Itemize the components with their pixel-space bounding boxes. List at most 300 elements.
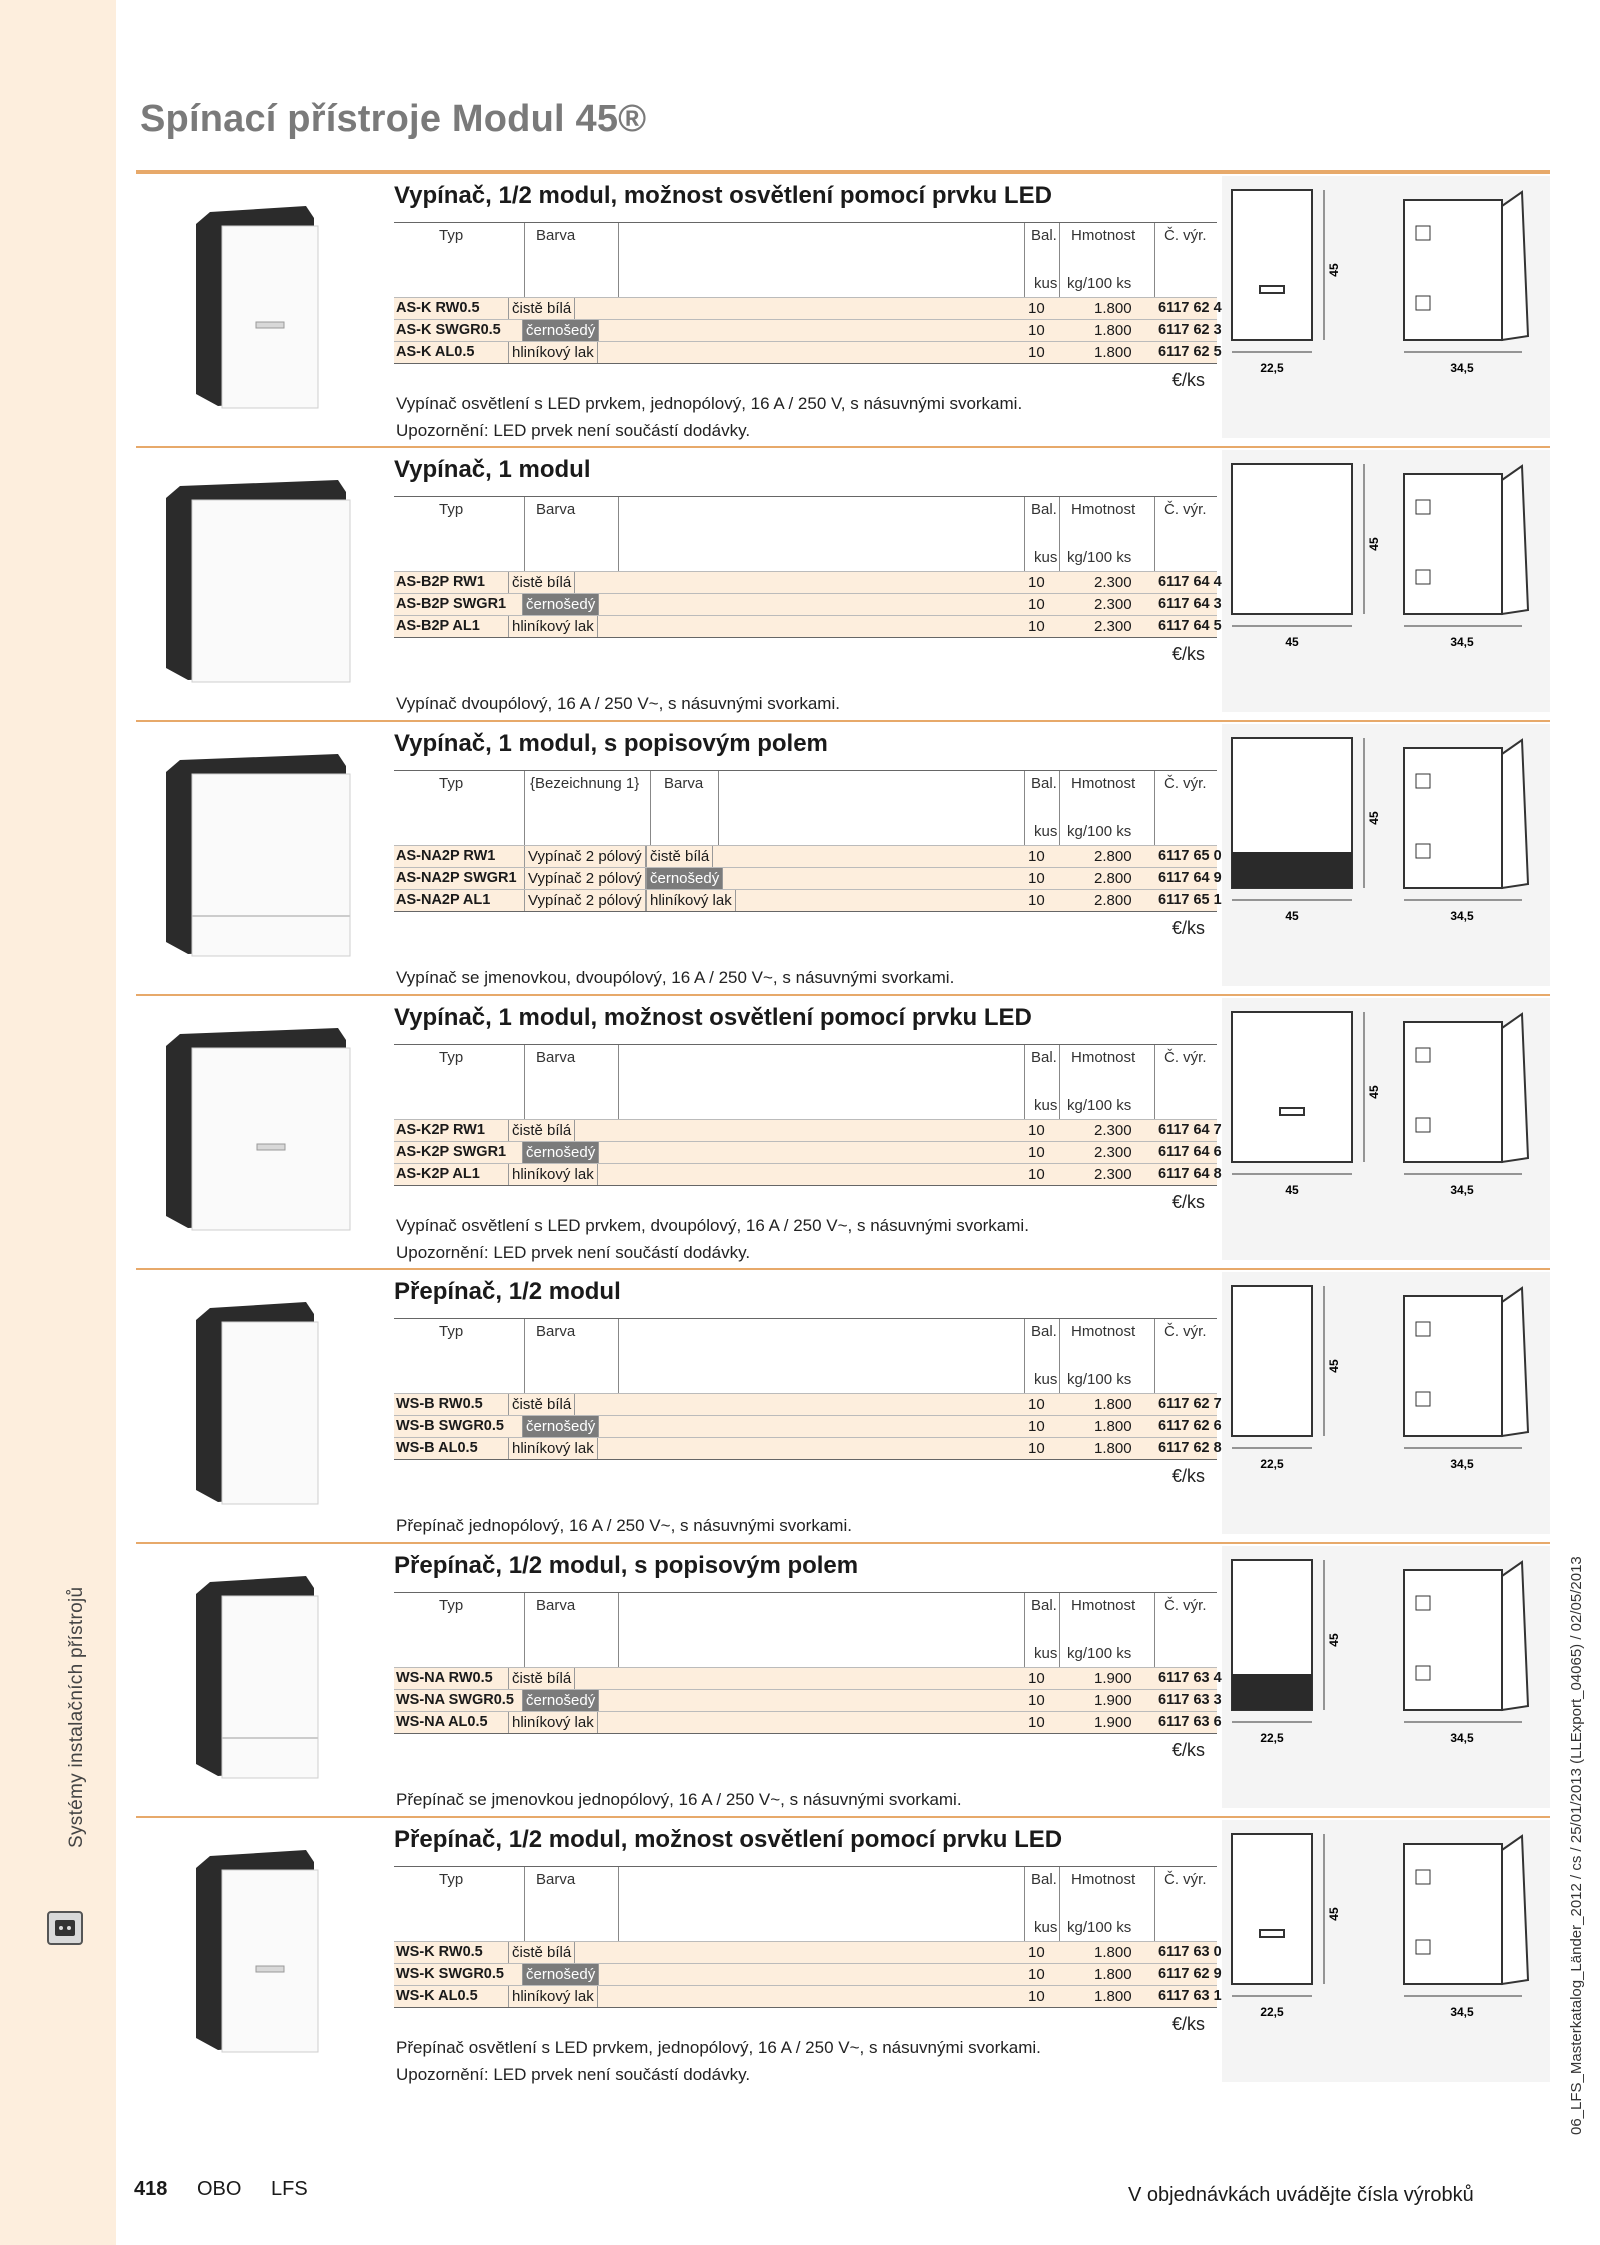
table-row (394, 1415, 1222, 1437)
cell-barva: hliníkový lak (508, 616, 598, 637)
header-hmotnost: Hmotnost (1071, 501, 1136, 518)
cell-typ: WS-NA AL0.5 (396, 1714, 488, 1730)
header-unit-kus: kus (1034, 1919, 1058, 1936)
description-line: Vypínač osvětlení s LED prvkem, jednopólový, 16 A / 250 V, s násuvnými svorkami. (396, 394, 1023, 413)
cell-cislo: 6117 62 7 (1158, 1396, 1222, 1412)
column-divider (1059, 1319, 1060, 1393)
description-line: Přepínač osvětlení s LED prvkem, jednopólový, 16 A / 250 V~, s násuvnými svorkami. (396, 2038, 1041, 2057)
cell-bal: 10 (1028, 848, 1045, 865)
table-row (394, 1985, 1222, 2007)
column-divider (1154, 771, 1155, 845)
header-unit-kg: kg/100 ks (1067, 823, 1132, 840)
cell-barva: hliníkový lak (646, 890, 736, 911)
cell-cislo: 6117 63 0 (1158, 1944, 1222, 1960)
cell-bal: 10 (1028, 1418, 1045, 1435)
section-description (396, 1786, 962, 1813)
header-barva: Barva (664, 775, 704, 792)
column-divider (1024, 1319, 1025, 1393)
cell-hmotnost: 2.300 (1094, 618, 1132, 635)
column-divider (1024, 1045, 1025, 1119)
cell-barva: černošedý (522, 1690, 599, 1711)
cell-barva: čistě bílá (646, 846, 713, 867)
table-row (394, 1963, 1222, 1985)
header-hmotnost: Hmotnost (1071, 227, 1136, 244)
header-typ: Typ (439, 1871, 464, 1888)
column-divider (618, 497, 619, 571)
cell-barva: čistě bílá (508, 572, 575, 593)
column-divider (1154, 1867, 1155, 1941)
product-table (394, 1044, 1222, 1186)
cell-bal: 10 (1028, 618, 1045, 635)
product-photo (136, 1268, 396, 1540)
vertical-reference: 06_LFS_Masterkatalog_Länder_2012 / cs / 25/01/2013 (LLExport_04065) / 02/05/2013 (1568, 1556, 1585, 2135)
product-table (394, 1318, 1222, 1460)
product-table (394, 496, 1222, 638)
cell-barva: čistě bílá (508, 1120, 575, 1141)
description-line: Přepínač jednopólový, 16 A / 250 V~, s násuvnými svorkami. (396, 1516, 852, 1535)
header-cislo: Č. výr. (1164, 775, 1207, 792)
dimension-drawing (1222, 724, 1550, 986)
column-divider (1059, 497, 1060, 571)
cell-typ: WS-NA SWGR0.5 (396, 1692, 514, 1708)
cell-bal: 10 (1028, 1988, 1045, 2005)
cell-typ: AS-K2P RW1 (396, 1122, 485, 1138)
cell-typ: AS-B2P RW1 (396, 574, 485, 590)
header-cislo: Č. výr. (1164, 1049, 1207, 1066)
cell-typ: AS-NA2P RW1 (396, 848, 496, 864)
table-row (394, 1119, 1222, 1141)
column-divider (1024, 497, 1025, 571)
header-unit-kg: kg/100 ks (1067, 549, 1132, 566)
cell-hmotnost: 2.800 (1094, 848, 1132, 865)
header-bal: Bal. (1031, 501, 1057, 518)
price-unit: €/ks (1172, 1466, 1206, 1486)
product-section (136, 720, 1550, 992)
dim-width: 45 (1285, 909, 1299, 923)
cell-barva: černošedý (522, 1416, 599, 1437)
column-divider (1059, 1593, 1060, 1667)
description-line: Přepínač se jmenovkou jednopólový, 16 A / 250 V~, s násuvnými svorkami. (396, 1790, 962, 1809)
cell-cislo: 6117 63 4 (1158, 1670, 1222, 1686)
dim-depth: 34,5 (1450, 1183, 1474, 1197)
header-bal: Bal. (1031, 1323, 1057, 1340)
cell-bal: 10 (1028, 322, 1045, 339)
cell-bal: 10 (1028, 1944, 1045, 1961)
dim-height: 45 (1327, 1633, 1341, 1647)
product-photo (136, 1542, 396, 1814)
description-line: Upozornění: LED prvek není součástí dodávky. (396, 421, 751, 440)
page-title: Spínací přístroje Modul 45® (140, 98, 647, 140)
section-description (396, 1212, 1029, 1266)
table-row (394, 867, 1222, 889)
cell-bal: 10 (1028, 892, 1045, 909)
table-bottom-rule (394, 2007, 1217, 2008)
cell-cislo: 6117 64 3 (1158, 596, 1222, 612)
section-code: LFS (271, 2178, 308, 2200)
table-bottom-rule (394, 1459, 1217, 1460)
header-barva: Barva (536, 1323, 576, 1340)
section-title: Vypínač, 1 modul, možnost osvětlení pomocí prvku LED (394, 1004, 1032, 1031)
section-title: Vypínač, 1 modul (394, 456, 591, 483)
dim-width: 45 (1285, 1183, 1299, 1197)
header-bal: Bal. (1031, 1049, 1057, 1066)
cell-typ: WS-K AL0.5 (396, 1988, 478, 2004)
section-description (396, 2034, 1041, 2088)
table-header (394, 496, 1217, 571)
cell-hmotnost: 1.800 (1094, 1440, 1132, 1457)
product-table (394, 770, 1222, 912)
price-unit: €/ks (1172, 2014, 1206, 2034)
cell-typ: AS-K SWGR0.5 (396, 322, 501, 338)
header-unit-kus: kus (1034, 549, 1058, 566)
header-bal: Bal. (1031, 227, 1057, 244)
price-unit: €/ks (1172, 644, 1206, 664)
column-divider (618, 1593, 619, 1667)
dim-depth: 34,5 (1450, 635, 1474, 649)
cell-bal: 10 (1028, 574, 1045, 591)
cell-bal: 10 (1028, 1966, 1045, 1983)
cell-hmotnost: 1.800 (1094, 1966, 1132, 1983)
header-barva: Barva (536, 1049, 576, 1066)
column-divider (524, 497, 525, 571)
table-row (394, 571, 1222, 593)
product-photo (136, 720, 396, 992)
socket-icon (46, 1908, 86, 1948)
dim-height: 45 (1327, 263, 1341, 277)
header-cislo: Č. výr. (1164, 1597, 1207, 1614)
column-divider (1059, 223, 1060, 297)
price-unit: €/ks (1172, 1192, 1206, 1212)
dim-width: 22,5 (1260, 2005, 1284, 2019)
cell-cislo: 6117 62 8 (1158, 1440, 1222, 1456)
table-row (394, 593, 1222, 615)
section-description (396, 1512, 852, 1539)
table-row (394, 615, 1222, 637)
cell-hmotnost: 2.800 (1094, 870, 1132, 887)
product-section (136, 446, 1550, 718)
cell-typ: AS-K2P AL1 (396, 1166, 480, 1182)
cell-cislo: 6117 64 5 (1158, 618, 1222, 634)
header-typ: Typ (439, 1049, 464, 1066)
dim-depth: 34,5 (1450, 361, 1474, 375)
cell-hmotnost: 2.800 (1094, 892, 1132, 909)
cell-barva: černošedý (522, 320, 599, 341)
cell-barva: hliníkový lak (508, 1712, 598, 1733)
column-divider (618, 1045, 619, 1119)
header-barva: Barva (536, 227, 576, 244)
column-divider (618, 1319, 619, 1393)
table-bottom-rule (394, 637, 1217, 638)
header-cislo: Č. výr. (1164, 227, 1207, 244)
header-typ: Typ (439, 1323, 464, 1340)
header-cislo: Č. výr. (1164, 1323, 1207, 1340)
cell-bal: 10 (1028, 1714, 1045, 1731)
dim-height: 45 (1327, 1907, 1341, 1921)
cell-typ: WS-K SWGR0.5 (396, 1966, 504, 1982)
cell-barva: čistě bílá (508, 1394, 575, 1415)
column-divider (1154, 1045, 1155, 1119)
column-divider (718, 771, 719, 845)
dim-height: 45 (1367, 1085, 1381, 1099)
dimension-drawing (1222, 450, 1550, 712)
header-typ: Typ (439, 501, 464, 518)
table-bottom-rule (394, 363, 1217, 364)
column-divider (524, 771, 525, 845)
table-row (394, 889, 1222, 911)
description-line: Vypínač dvoupólový, 16 A / 250 V~, s násuvnými svorkami. (396, 694, 840, 713)
cell-bal: 10 (1028, 1122, 1045, 1139)
column-divider (1154, 1319, 1155, 1393)
cell-bal: 10 (1028, 1692, 1045, 1709)
cell-cislo: 6117 64 6 (1158, 1144, 1222, 1160)
product-photo (136, 172, 396, 444)
product-section (136, 1268, 1550, 1540)
cell-typ: AS-B2P SWGR1 (396, 596, 507, 612)
brand-label: OBO (197, 2178, 242, 2200)
column-divider (618, 1867, 619, 1941)
cell-cislo: 6117 62 5 (1158, 344, 1222, 360)
description-line: Vypínač se jmenovkou, dvoupólový, 16 A / 250 V~, s násuvnými svorkami. (396, 968, 955, 987)
table-row (394, 845, 1222, 867)
header-unit-kus: kus (1034, 275, 1058, 292)
header-hmotnost: Hmotnost (1071, 1871, 1136, 1888)
dim-height: 45 (1367, 537, 1381, 551)
cell-hmotnost: 2.300 (1094, 1122, 1132, 1139)
table-row (394, 1163, 1222, 1185)
cell-typ: WS-B RW0.5 (396, 1396, 483, 1412)
header-hmotnost: Hmotnost (1071, 1049, 1136, 1066)
cell-cislo: 6117 64 7 (1158, 1122, 1222, 1138)
cell-bal: 10 (1028, 300, 1045, 317)
header-hmotnost: Hmotnost (1071, 775, 1136, 792)
product-table (394, 1866, 1222, 2008)
dim-height: 45 (1327, 1359, 1341, 1373)
cell-hmotnost: 2.300 (1094, 596, 1132, 613)
footer-note: V objednávkách uvádějte čísla výrobků (1128, 2184, 1474, 2206)
cell-bal: 10 (1028, 596, 1045, 613)
table-row (394, 1711, 1222, 1733)
cell-hmotnost: 1.800 (1094, 300, 1132, 317)
column-divider (650, 771, 651, 845)
table-bottom-rule (394, 911, 1217, 912)
section-description (396, 390, 1022, 444)
table-row (394, 1437, 1222, 1459)
table-row (394, 319, 1222, 341)
dimension-drawing (1222, 176, 1550, 438)
header-unit-kus: kus (1034, 1371, 1058, 1388)
section-title: Přepínač, 1/2 modul (394, 1278, 621, 1305)
column-divider (524, 1045, 525, 1119)
section-title: Přepínač, 1/2 modul, možnost osvětlení pomocí prvku LED (394, 1826, 1063, 1853)
header-barva: Barva (536, 1871, 576, 1888)
product-section (136, 172, 1550, 444)
cell-cislo: 6117 62 3 (1158, 322, 1222, 338)
section-title: Vypínač, 1/2 modul, možnost osvětlení pomocí prvku LED (394, 182, 1052, 209)
table-row (394, 297, 1222, 319)
header-barva: Barva (536, 1597, 576, 1614)
price-unit: €/ks (1172, 918, 1206, 938)
dimension-drawing (1222, 998, 1550, 1260)
table-row (394, 341, 1222, 363)
column-divider (618, 223, 619, 297)
product-table (394, 222, 1222, 364)
header-barva: Barva (536, 501, 576, 518)
header-hmotnost: Hmotnost (1071, 1597, 1136, 1614)
cell-cislo: 6117 63 3 (1158, 1692, 1222, 1708)
column-divider (1024, 223, 1025, 297)
table-header (394, 222, 1217, 297)
cell-barva: hliníkový lak (508, 342, 598, 363)
cell-typ: AS-NA2P SWGR1 (396, 870, 517, 886)
cell-barva: černošedý (522, 1964, 599, 1985)
cell-typ: AS-K2P SWGR1 (396, 1144, 507, 1160)
table-row (394, 1141, 1222, 1163)
cell-hmotnost: 1.800 (1094, 322, 1132, 339)
header-bal: Bal. (1031, 1871, 1057, 1888)
cell-bal: 10 (1028, 1440, 1045, 1457)
cell-barva: čistě bílá (508, 1668, 575, 1689)
cell-typ: WS-B AL0.5 (396, 1440, 478, 1456)
cell-bal: 10 (1028, 870, 1045, 887)
cell-hmotnost: 1.800 (1094, 1418, 1132, 1435)
section-description (396, 690, 840, 717)
product-table (394, 1592, 1222, 1734)
cell-bezeichnung: Vypínač 2 pólový (524, 868, 646, 889)
dim-height: 45 (1367, 811, 1381, 825)
product-photo (136, 1816, 396, 2088)
dimension-drawing (1222, 1272, 1550, 1534)
cell-bezeichnung: Vypínač 2 pólový (524, 846, 646, 867)
product-section (136, 1816, 1550, 2088)
cell-cislo: 6117 62 6 (1158, 1418, 1222, 1434)
cell-cislo: 6117 65 1 (1158, 892, 1222, 908)
cell-typ: AS-K RW0.5 (396, 300, 480, 316)
column-divider (1059, 771, 1060, 845)
cell-cislo: 6117 64 4 (1158, 574, 1222, 590)
table-header (394, 1592, 1217, 1667)
column-divider (524, 223, 525, 297)
table-bottom-rule (394, 1733, 1217, 1734)
table-row (394, 1689, 1222, 1711)
table-row (394, 1393, 1222, 1415)
dim-depth: 34,5 (1450, 2005, 1474, 2019)
section-title: Přepínač, 1/2 modul, s popisovým polem (394, 1552, 859, 1579)
column-divider (524, 1593, 525, 1667)
header-unit-kus: kus (1034, 1645, 1058, 1662)
cell-bezeichnung: Vypínač 2 pólový (524, 890, 646, 911)
cell-bal: 10 (1028, 344, 1045, 361)
cell-cislo: 6117 65 0 (1158, 848, 1222, 864)
column-divider (524, 1319, 525, 1393)
cell-cislo: 6117 62 4 (1158, 300, 1222, 316)
header-typ: Typ (439, 1597, 464, 1614)
dim-width: 45 (1285, 635, 1299, 649)
cell-barva: černošedý (646, 868, 723, 889)
cell-cislo: 6117 63 6 (1158, 1714, 1222, 1730)
cell-bal: 10 (1028, 1396, 1045, 1413)
price-unit: €/ks (1172, 1740, 1206, 1760)
description-line: Upozornění: LED prvek není součástí dodávky. (396, 2065, 751, 2084)
side-section-label: Systémy instalačních přístrojů (66, 1586, 87, 1848)
dim-depth: 34,5 (1450, 909, 1474, 923)
product-photo (136, 994, 396, 1266)
table-bottom-rule (394, 1185, 1217, 1186)
price-unit: €/ks (1172, 370, 1206, 390)
column-divider (524, 1867, 525, 1941)
cell-cislo: 6117 64 9 (1158, 870, 1222, 886)
header-unit-kg: kg/100 ks (1067, 1371, 1132, 1388)
description-line: Upozornění: LED prvek není součástí dodávky. (396, 1243, 751, 1262)
cell-hmotnost: 1.800 (1094, 344, 1132, 361)
cell-typ: AS-NA2P AL1 (396, 892, 491, 908)
cell-bal: 10 (1028, 1166, 1045, 1183)
cell-hmotnost: 1.900 (1094, 1670, 1132, 1687)
header-bal: Bal. (1031, 1597, 1057, 1614)
column-divider (1059, 1045, 1060, 1119)
header-unit-kg: kg/100 ks (1067, 1919, 1132, 1936)
dimension-drawing (1222, 1546, 1550, 1808)
header-unit-kus: kus (1034, 1097, 1058, 1114)
header-bezeichnung: {Bezeichnung 1} (530, 775, 640, 792)
column-divider (1059, 1867, 1060, 1941)
cell-typ: AS-B2P AL1 (396, 618, 480, 634)
header-hmotnost: Hmotnost (1071, 1323, 1136, 1340)
cell-bal: 10 (1028, 1670, 1045, 1687)
dim-width: 22,5 (1260, 361, 1284, 375)
column-divider (1154, 223, 1155, 297)
cell-barva: hliníkový lak (508, 1164, 598, 1185)
product-section (136, 1542, 1550, 1814)
dim-width: 22,5 (1260, 1731, 1284, 1745)
table-header (394, 770, 1217, 845)
product-photo (136, 446, 396, 718)
cell-barva: čistě bílá (508, 1942, 575, 1963)
cell-hmotnost: 2.300 (1094, 574, 1132, 591)
section-description (396, 964, 954, 991)
section-title: Vypínač, 1 modul, s popisovým polem (394, 730, 828, 757)
dim-depth: 34,5 (1450, 1457, 1474, 1471)
cell-hmotnost: 2.300 (1094, 1166, 1132, 1183)
table-row (394, 1667, 1222, 1689)
cell-hmotnost: 1.900 (1094, 1714, 1132, 1731)
cell-cislo: 6117 63 1 (1158, 1988, 1222, 2004)
cell-hmotnost: 1.800 (1094, 1396, 1132, 1413)
table-row (394, 1941, 1222, 1963)
column-divider (1154, 1593, 1155, 1667)
cell-barva: hliníkový lak (508, 1438, 598, 1459)
header-unit-kg: kg/100 ks (1067, 1645, 1132, 1662)
cell-barva: černošedý (522, 594, 599, 615)
table-header (394, 1044, 1217, 1119)
cell-cislo: 6117 62 9 (1158, 1966, 1222, 1982)
header-unit-kus: kus (1034, 823, 1058, 840)
page-number: 418 (134, 2178, 168, 2200)
cell-barva: čistě bílá (508, 298, 575, 319)
column-divider (1024, 1593, 1025, 1667)
header-unit-kg: kg/100 ks (1067, 275, 1132, 292)
dim-width: 22,5 (1260, 1457, 1284, 1471)
header-typ: Typ (439, 775, 464, 792)
header-unit-kg: kg/100 ks (1067, 1097, 1132, 1114)
product-section (136, 994, 1550, 1266)
column-divider (1154, 497, 1155, 571)
cell-barva: černošedý (522, 1142, 599, 1163)
header-cislo: Č. výr. (1164, 501, 1207, 518)
cell-typ: WS-B SWGR0.5 (396, 1418, 504, 1434)
cell-barva: hliníkový lak (508, 1986, 598, 2007)
cell-typ: WS-NA RW0.5 (396, 1670, 493, 1686)
table-header (394, 1866, 1217, 1941)
